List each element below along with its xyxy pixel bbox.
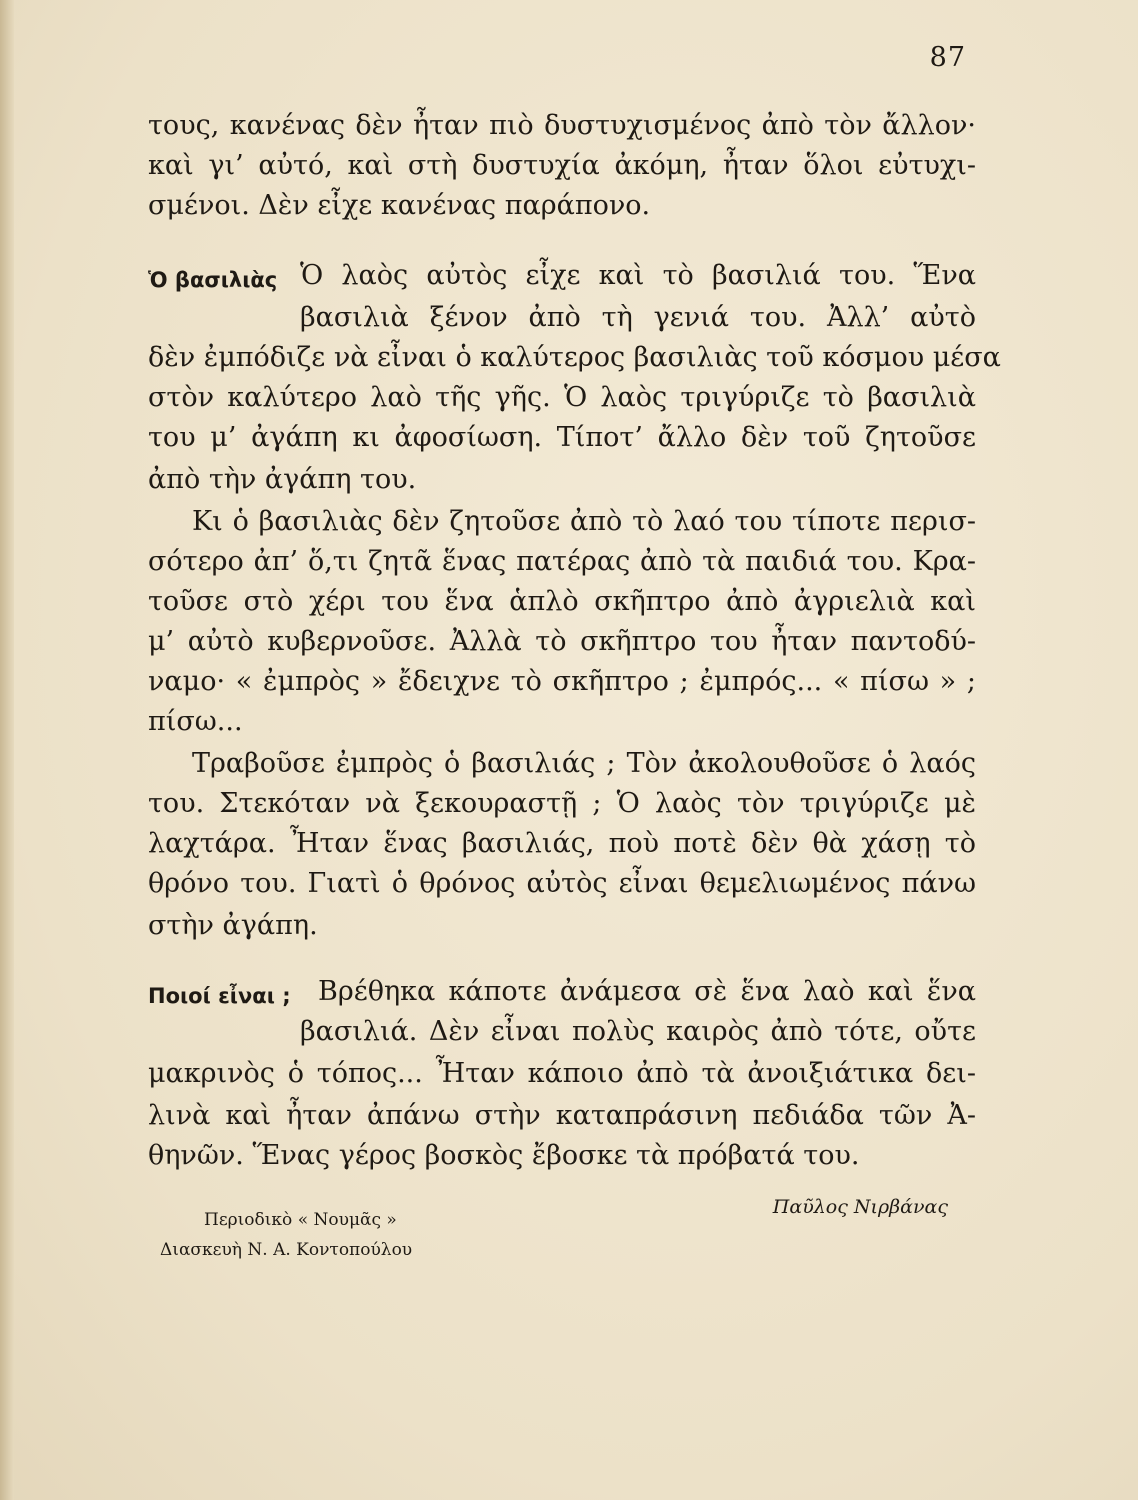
section-heading-king: Ὁ βασιλιὰς bbox=[148, 268, 278, 292]
body-line: βασιλιά. Δὲν εἶναι πολὺς καιρὸς ἀπὸ τότε, οὔτε bbox=[300, 1016, 976, 1047]
body-line: του. Στεκόταν νὰ ξεκουραστῇ ; Ὁ λαὸς τὸν τριγύριζε μὲ bbox=[148, 788, 976, 819]
body-line: μ’ αὐτὸ κυβερνοῦσε. Ἀλλὰ τὸ σκῆπτρο του ἦταν παντοδύ- bbox=[148, 626, 976, 657]
body-line: σότερο ἀπ’ ὅ,τι ζητᾶ ἕνας πατέρας ἀπὸ τὰ παιδιά του. Κρα- bbox=[148, 546, 976, 577]
body-line: λαχτάρα. Ἦταν ἕνας βασιλιάς, ποὺ ποτὲ δὲν θὰ χάσῃ τὸ bbox=[148, 828, 976, 859]
body-line: θηνῶν. Ἕνας γέρος βοσκὸς ἔβοσκε τὰ πρόβατά του. bbox=[148, 1140, 860, 1171]
body-line: ἀπὸ τὴν ἀγάπη του. bbox=[148, 464, 417, 495]
body-line: δὲν ἐμπόδιζε νὰ εἶναι ὁ καλύτερος βασιλιὰς τοῦ κόσμου μέσα bbox=[148, 342, 1001, 373]
body-line: βασιλιὰ ξένον ἀπὸ τὴ γενιά του. Ἀλλ’ αὐτὸ bbox=[300, 302, 976, 333]
body-line: Τραβοῦσε ἐμπρὸς ὁ βασιλιάς ; Τὸν ἀκολουθοῦσε ὁ λαός bbox=[192, 748, 976, 779]
body-line: Κι ὁ βασιλιὰς δὲν ζητοῦσε ἀπὸ τὸ λαό του τίποτε περισ- bbox=[192, 506, 976, 537]
body-line: θρόνο του. Γιατὶ ὁ θρόνος αὐτὸς εἶναι θεμελιωμένος πάνω bbox=[148, 868, 976, 899]
source-journal: Περιοδικὸ « Νουμᾶς » bbox=[204, 1210, 397, 1230]
author-signature: Παῦλος Νιρβάνας bbox=[772, 1196, 948, 1218]
body-line: λινὰ καὶ ἦταν ἀπάνω στὴν καταπράσινη πεδιάδα τῶν Ἀ- bbox=[148, 1100, 976, 1131]
opening-line: καὶ γι’ αὐτό, καὶ στὴ δυστυχία ἀκόμη, ἦταν ὅλοι εὐτυχι- bbox=[148, 150, 976, 181]
body-line: ναμο· « ἐμπρὸς » ἔδειχνε τὸ σκῆπτρο ; ἐμπρός... « πίσω » ; bbox=[148, 666, 976, 697]
body-line: τοῦσε στὸ χέρι του ἕνα ἁπλὸ σκῆπτρο ἀπὸ ἀγριελιὰ καὶ bbox=[148, 586, 976, 617]
section-first-line: Βρέθηκα κάποτε ἀνάμεσα σὲ ἕνα λαὸ καὶ ἕνα bbox=[318, 976, 976, 1007]
page-spine-edge bbox=[0, 0, 14, 1500]
section-first-line: Ὁ λαὸς αὐτὸς εἶχε καὶ τὸ βασιλιά του. Ἕνα bbox=[300, 260, 976, 291]
body-line: πίσω... bbox=[148, 706, 243, 737]
opening-line: σμένοι. Δὲν εἶχε κανένας παράπονο. bbox=[148, 190, 651, 221]
opening-line: τους, κανένας δὲν ἦταν πιὸ δυστυχισμένος ἀπὸ τὸν ἄλλον· bbox=[148, 110, 976, 141]
section-heading-who: Ποιοί εἶναι ; bbox=[148, 984, 291, 1008]
body-line: μακρινὸς ὁ τόπος... Ἦταν κάποιο ἀπὸ τὰ ἀνοιξιάτικα δει- bbox=[148, 1058, 976, 1089]
page-number: 87 bbox=[929, 42, 966, 73]
source-adaptation: Διασκευὴ Ν. Α. Κοντοπούλου bbox=[160, 1240, 413, 1260]
body-line: του μ’ ἀγάπη κι ἀφοσίωση. Τίποτ’ ἄλλο δὲν τοῦ ζητοῦσε bbox=[148, 422, 976, 453]
body-line: στὸν καλύτερο λαὸ τῆς γῆς. Ὁ λαὸς τριγύριζε τὸ βασιλιὰ bbox=[148, 382, 976, 413]
body-line: στὴν ἀγάπη. bbox=[148, 910, 318, 941]
